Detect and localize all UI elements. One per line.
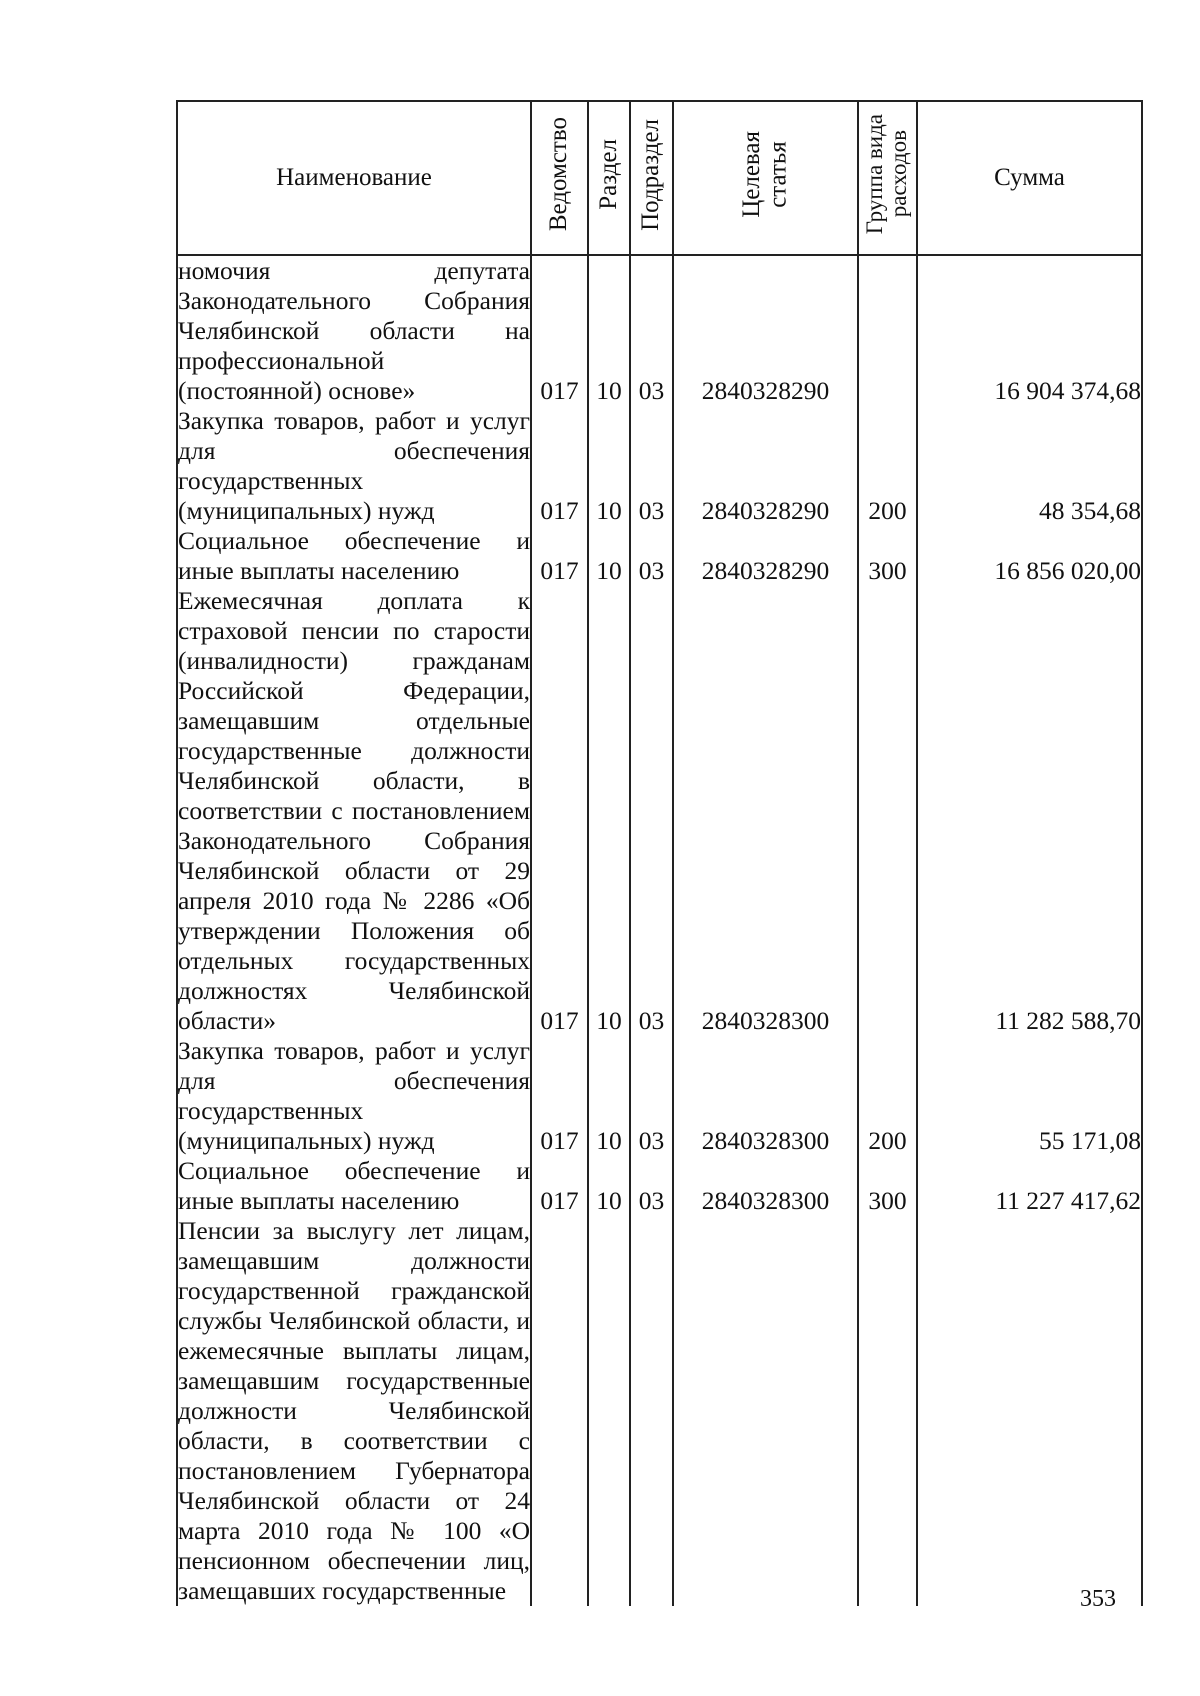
header-subsection-label: Подраздел bbox=[637, 118, 665, 231]
header-section bbox=[588, 101, 630, 255]
table-header bbox=[177, 101, 1142, 255]
row-target-item: 2840328300 bbox=[673, 1036, 858, 1156]
budget-table bbox=[176, 100, 1143, 1606]
row-section: 10 bbox=[588, 526, 630, 586]
header-sum: Сумма bbox=[917, 101, 1142, 255]
header-target-item-label: Целевая статья bbox=[738, 131, 792, 218]
header-expense-group-label: Группа вида расходов bbox=[862, 114, 912, 235]
page-number: 353 bbox=[1080, 1586, 1116, 1612]
row-subsection: 03 bbox=[630, 586, 673, 1036]
row-department: 017 bbox=[531, 406, 588, 526]
row-section: 10 bbox=[588, 255, 630, 406]
table-body bbox=[177, 255, 1142, 1606]
table-row bbox=[177, 1036, 1142, 1156]
row-subsection: 03 bbox=[630, 1156, 673, 1216]
row-sum: 11 282 588,70 bbox=[917, 586, 1142, 1036]
table-row bbox=[177, 1216, 1142, 1606]
header-department-label: Ведомство bbox=[545, 117, 573, 232]
row-subsection: 03 bbox=[630, 526, 673, 586]
row-expense-group bbox=[858, 1216, 917, 1606]
header-name: Наименование bbox=[177, 101, 531, 255]
row-name: Социальное обеспечение и иные выплаты населению bbox=[178, 526, 530, 585]
row-name: Закупка товаров, работ и услуг для обеспечения государственных (муниципальных) нужд bbox=[178, 1036, 530, 1155]
table-row bbox=[177, 406, 1142, 526]
row-name: Ежемесячная доплата к страховой пенсии по старости (инвалидности) гражданам Российской Федерации, замещавшим отдельные государственные должности Челябинской области, в соответствии с постановлением Законодательного Собрания Челябинской области от 29 апреля 2010 года № 2286 «Об утверждении Положения об отдельных государственных должностях Челябинской области» bbox=[178, 586, 530, 1035]
row-department: 017 bbox=[531, 526, 588, 586]
row-expense-group: 300 bbox=[858, 526, 917, 586]
header-target-item bbox=[673, 101, 858, 255]
header-subsection bbox=[630, 101, 673, 255]
row-target-item: 2840328300 bbox=[673, 1156, 858, 1216]
row-section: 10 bbox=[588, 586, 630, 1036]
row-section: 10 bbox=[588, 1156, 630, 1216]
row-target-item: 2840328290 bbox=[673, 255, 858, 406]
header-expense-group bbox=[858, 101, 917, 255]
row-subsection: 03 bbox=[630, 1036, 673, 1156]
row-section: 10 bbox=[588, 406, 630, 526]
row-department bbox=[531, 1216, 588, 1606]
row-target-item bbox=[673, 1216, 858, 1606]
row-subsection: 03 bbox=[630, 406, 673, 526]
row-sum: 16 856 020,00 bbox=[917, 526, 1142, 586]
row-subsection bbox=[630, 1216, 673, 1606]
row-name: Социальное обеспечение и иные выплаты населению bbox=[178, 1156, 530, 1215]
row-target-item: 2840328290 bbox=[673, 526, 858, 586]
table-row bbox=[177, 255, 1142, 406]
row-section: 10 bbox=[588, 1036, 630, 1156]
table-row bbox=[177, 586, 1142, 1036]
row-expense-group: 300 bbox=[858, 1156, 917, 1216]
row-section bbox=[588, 1216, 630, 1606]
row-sum bbox=[917, 1216, 1142, 1606]
row-expense-group bbox=[858, 586, 917, 1036]
row-department: 017 bbox=[531, 586, 588, 1036]
row-target-item: 2840328300 bbox=[673, 586, 858, 1036]
row-subsection: 03 bbox=[630, 255, 673, 406]
row-sum: 55 171,08 bbox=[917, 1036, 1142, 1156]
row-sum: 11 227 417,62 bbox=[917, 1156, 1142, 1216]
header-department bbox=[531, 101, 588, 255]
row-expense-group: 200 bbox=[858, 1036, 917, 1156]
row-target-item: 2840328290 bbox=[673, 406, 858, 526]
row-department: 017 bbox=[531, 1036, 588, 1156]
row-sum: 16 904 374,68 bbox=[917, 255, 1142, 406]
row-expense-group: 200 bbox=[858, 406, 917, 526]
table-row bbox=[177, 1156, 1142, 1216]
row-name: Закупка товаров, работ и услуг для обеспечения государственных (муниципальных) нужд bbox=[178, 406, 530, 525]
row-department: 017 bbox=[531, 255, 588, 406]
row-expense-group bbox=[858, 255, 917, 406]
row-department: 017 bbox=[531, 1156, 588, 1216]
header-section-label: Раздел bbox=[594, 139, 622, 210]
table-row bbox=[177, 526, 1142, 586]
row-sum: 48 354,68 bbox=[917, 406, 1142, 526]
row-name: Пенсии за выслугу лет лицам, замещавшим должности государственной гражданской службы Челябинской области, и ежемесячные выплаты лицам, замещавшим государственные должности Челябинской области, в соответствии с постановлением Губернатора Челябинской области от 24 марта 2010 года № 100 «О пенсионном обеспечении лиц, замещавших государственные bbox=[178, 1216, 530, 1605]
row-name: номочия депутата Законодательного Собрания Челябинской области на профессиональной (постоянной) основе» bbox=[178, 256, 530, 405]
